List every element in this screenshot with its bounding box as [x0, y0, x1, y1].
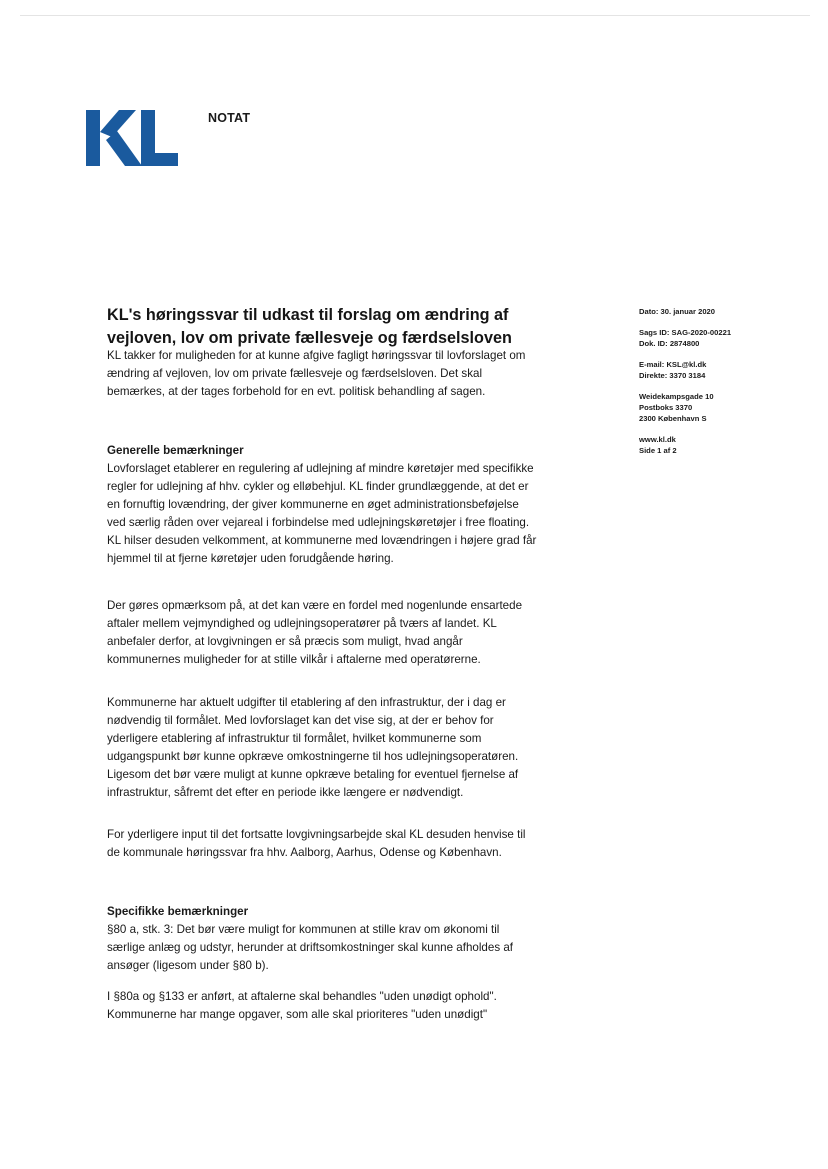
specific-heading: Specifikke bemærkninger: [107, 905, 249, 918]
dok-id-label: Dok. ID:: [639, 339, 668, 348]
address-group: [639, 391, 809, 424]
specific-section: [107, 903, 537, 975]
sags-id-label: Sags ID:: [639, 328, 670, 337]
page-title: KL's høringssvar til udkast til forslag om ændring af vejloven, lov om private fællesveje og færdselsloven: [107, 306, 512, 347]
page-top-rule: [20, 15, 810, 16]
general-paragraph-3: Kommunerne har aktuelt udgifter til etablering af den infrastruktur, der i dag er nødvendig til formålet. Med lovforslaget kan det vise sig, at der er behov for yderligere etablering af infrastruktur til formålet, hvilket kommunerne som udgangspunkt bør kunne opkræve omkostningerne til hos udlejningsoperatøren. Ligesom det bør være muligt at kunne opkræve betaling for eventuel fjernelse af infrastruktur, såfremt det efter en periode ikke længere er nødvendigt.: [107, 696, 519, 799]
direct-phone-value: 3370 3184: [669, 371, 706, 380]
website-link[interactable]: www.kl.dk: [639, 435, 676, 444]
general-section: [107, 442, 537, 568]
sags-id-row: [639, 327, 809, 338]
general-heading: Generelle bemærkninger: [107, 444, 244, 457]
kl-logo: [86, 110, 178, 166]
metadata-sidebar: [639, 306, 809, 466]
address-pobox: Postboks 3370: [639, 403, 693, 412]
email-value[interactable]: KSL@kl.dk: [666, 360, 707, 369]
dok-id-value: 2874800: [669, 339, 700, 348]
contact-group: [639, 359, 809, 381]
document-type-label: NOTAT: [208, 111, 251, 125]
kl-logo-mark: [86, 110, 178, 166]
general-paragraph-1: Lovforslaget etablerer en regulering af udlejning af mindre køretøjer med specifikke regler for udlejning af hhv. cykler og elløbehjul. KL finder grundlæggende, at det er en fornuftig lovændring, der giver kommunerne en øget administrationsbeføjelse ved særlig råden over vejareal i forbindelse med udlejningskøretøjer i free floating. KL hilser desuden velkomment, at kommunerne med lovændringen i højere grad får hjemmel til at fjerne køretøjer uden forudgående høring.: [107, 462, 537, 565]
general-paragraph-2: Der gøres opmærksom på, at det kan være en fordel med nogenlunde ensartede aftaler mellem vejmyndighed og udlejningsoperatører på tværs af landet. KL anbefaler derfor, at lovgivningen er så præcis som muligt, hvad angår kommunernes muligheder for at stille vilkår i aftalerne med operatørerne.: [107, 599, 523, 666]
page-number: Side 1 af 2: [639, 446, 677, 455]
direct-phone-row: [639, 370, 809, 381]
web-group: [639, 434, 809, 456]
dok-id-row: [639, 338, 809, 349]
address-city: 2300 København S: [639, 414, 707, 423]
intro-paragraph: KL takker for muligheden for at kunne afgive fagligt høringssvar til lovforslaget om ændring af vejloven, lov om private fællesveje og færdselsloven. Det skal bemærkes, at der tages forbehold for en evt. politisk behandling af sagen.: [107, 349, 526, 398]
specific-paragraph-2: I §80a og §133 er anført, at aftalerne skal behandles "uden unødigt ophold". Kommunerne har mange opgaver, som alle skal prioriteres "uden unødigt": [107, 990, 497, 1021]
date-label: Dato:: [639, 307, 659, 316]
direct-phone-label: Direkte:: [639, 371, 668, 380]
ids-group: [639, 327, 809, 349]
general-paragraph-4: For yderligere input til det fortsatte lovgivningsarbejde skal KL desuden henvise til de kommunale høringssvar fra hhv. Aalborg, Aarhus, Odense og København.: [107, 828, 526, 859]
email-label: E-mail:: [639, 360, 665, 369]
date-group: [639, 306, 809, 317]
date-value: 30. januar 2020: [660, 307, 715, 316]
email-row: [639, 359, 809, 370]
address-street: Weidekampsgade 10: [639, 392, 714, 401]
specific-paragraph-1: §80 a, stk. 3: Det bør være muligt for kommunen at stille krav om økonomi til særlige anlæg og udstyr, herunder at driftsomkostninger skal kunne afholdes af ansøger (ligesom under §80 b).: [107, 923, 514, 972]
date-row: [639, 306, 809, 317]
sags-id-value: SAG-2020-00221: [671, 328, 732, 337]
